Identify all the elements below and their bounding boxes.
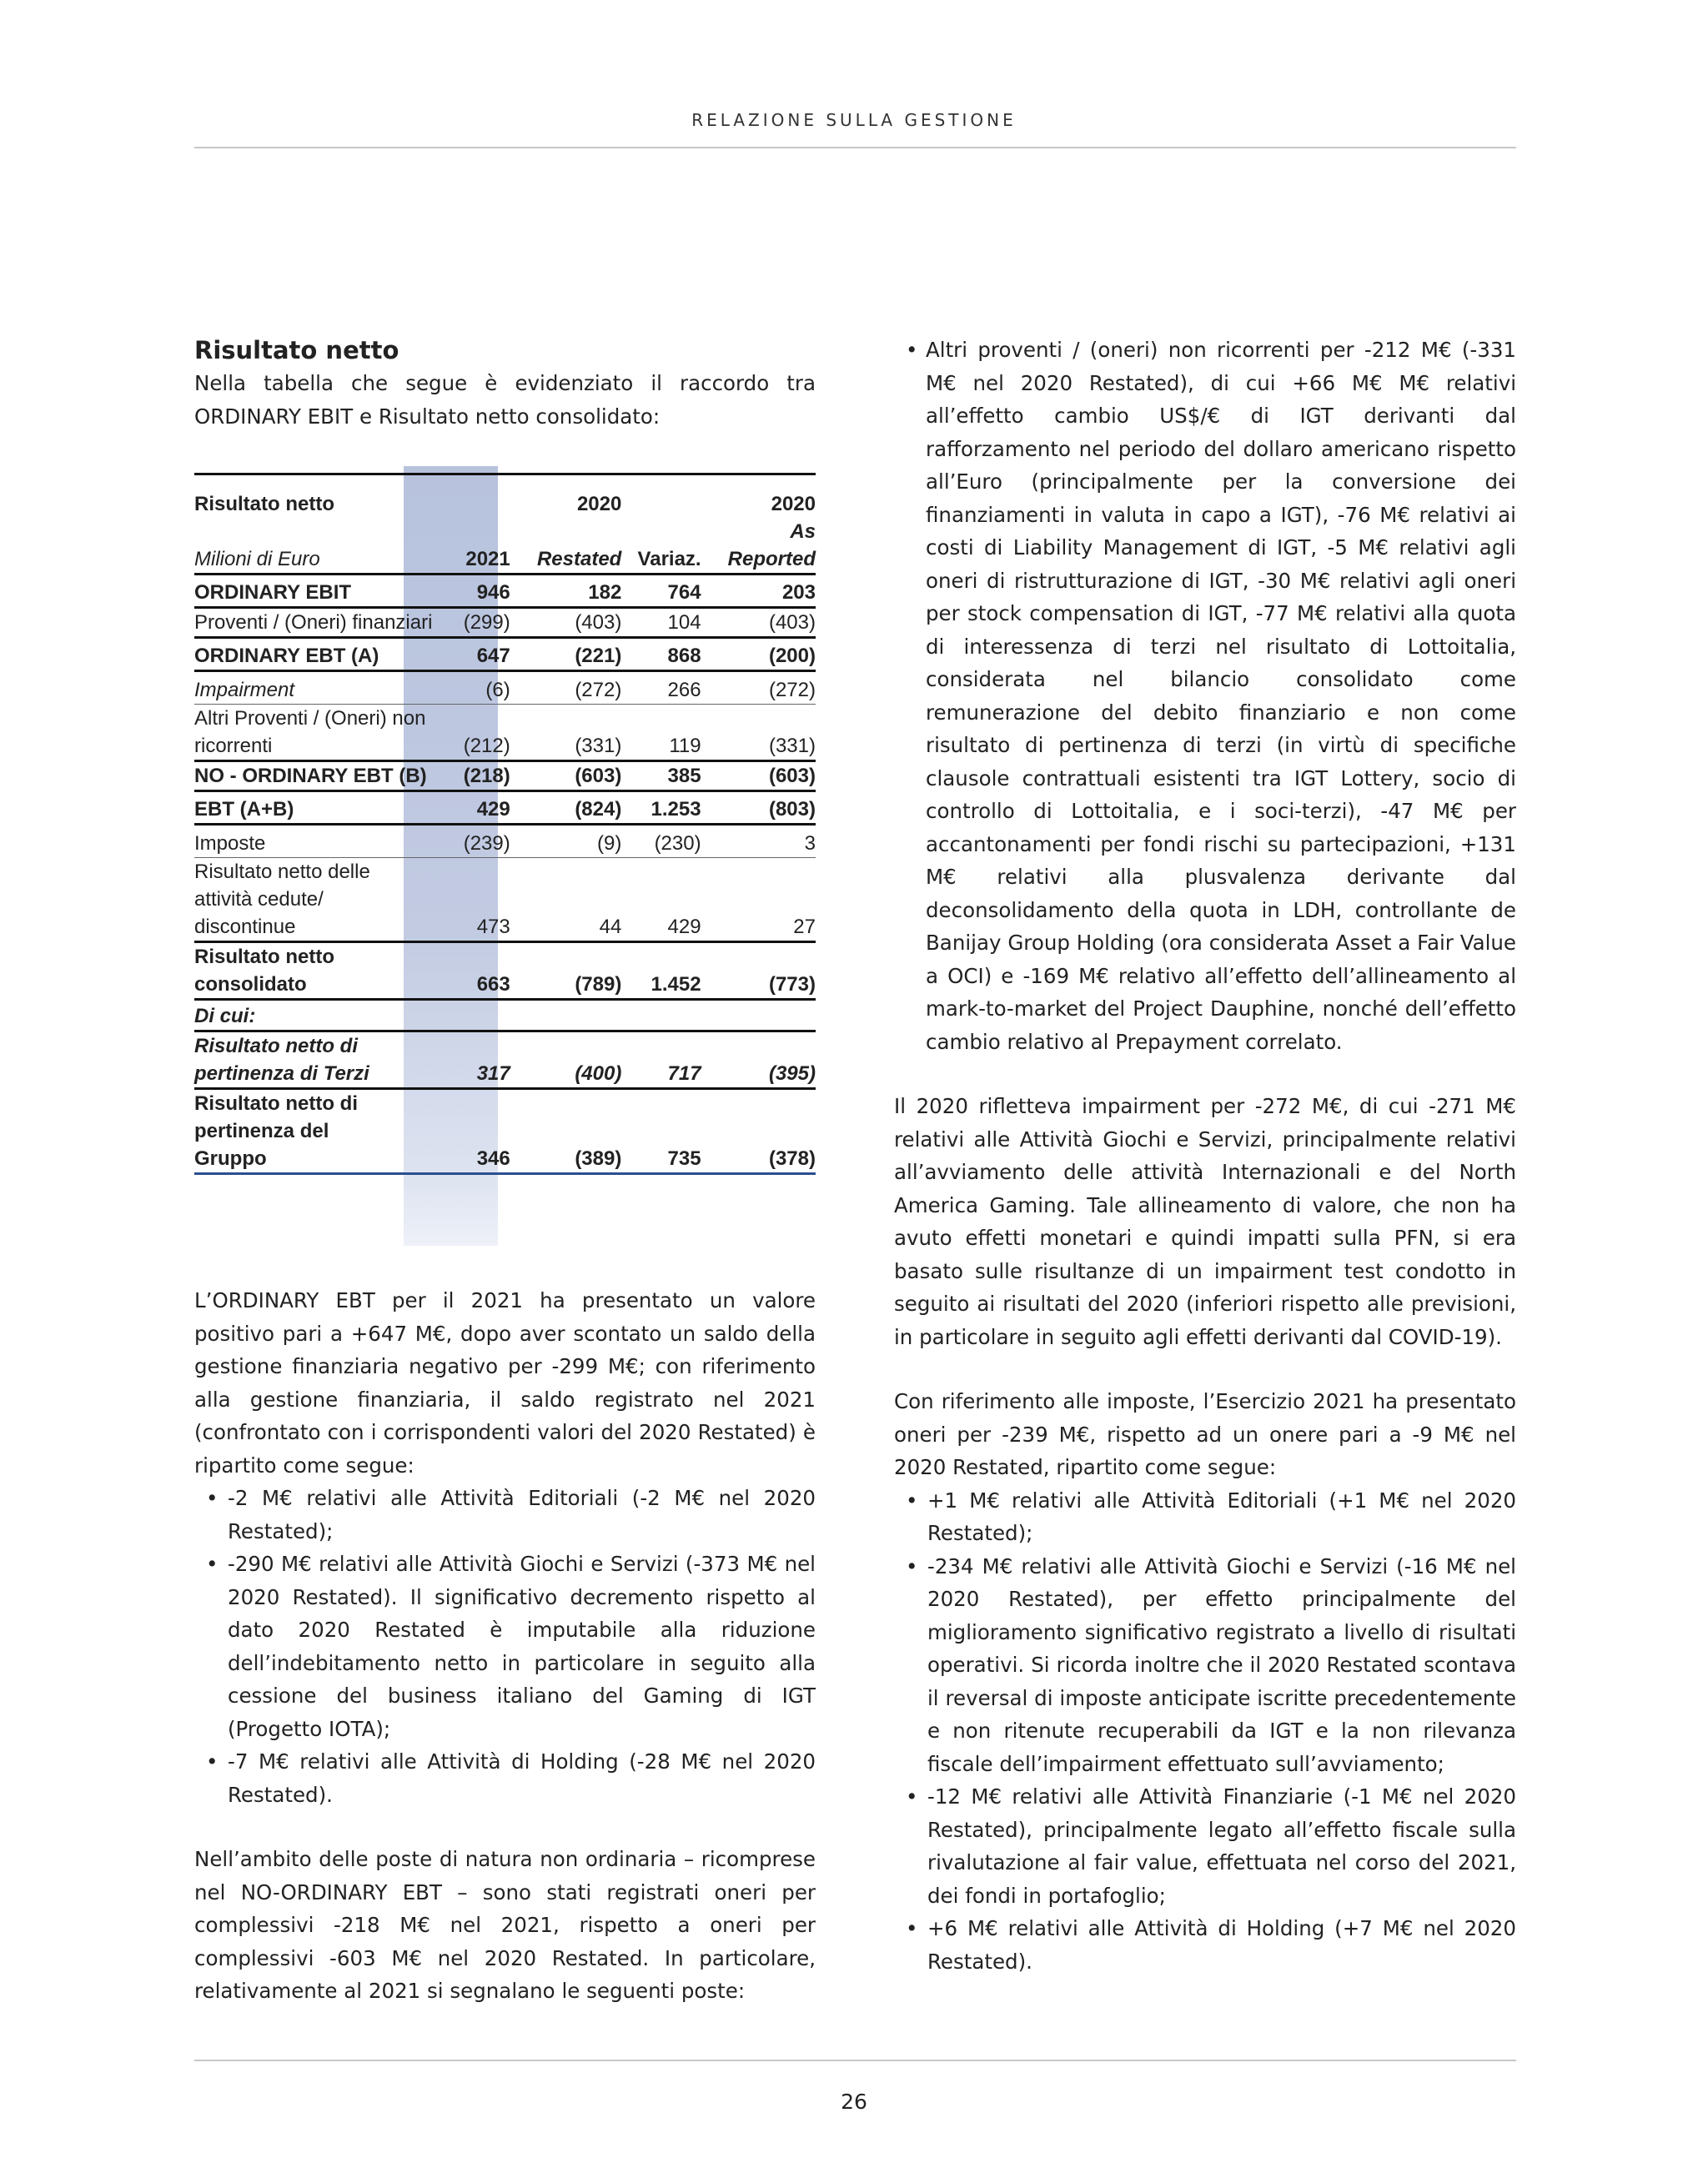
cell: (272) xyxy=(524,671,622,705)
table-row xyxy=(194,858,816,942)
table-row xyxy=(194,825,816,858)
cell: (331) xyxy=(524,705,622,761)
cell: 946 xyxy=(440,575,524,608)
cell xyxy=(701,1000,816,1031)
cell xyxy=(440,1000,524,1031)
cell: (200) xyxy=(701,638,816,671)
page-number: 26 xyxy=(841,2090,867,2114)
cell: (212) xyxy=(440,705,524,761)
cell: (221) xyxy=(524,638,622,671)
right-paragraph-2: Con riferimento alle imposte, l’Esercizio 2021 ha presentato oneri per -239 M€, rispetto ad un onere pari a -9 M€ nel 2020 Restated, ripartito come segue: xyxy=(894,1389,1516,1479)
cell xyxy=(621,1000,701,1031)
row-label: Risultato netto di pertinenza del Gruppo xyxy=(194,1089,440,1174)
cell: 44 xyxy=(524,858,622,942)
list-item: • -290 M€ relativi alle Attività Giochi e Servizi (-373 M€ nel 2020 Restated). Il significativo decremento rispetto al dato 2020 Restated è imputabile alla riduzione dell’indebitamento netto in particolare in seguito alla cessione del business italiano del Gaming di IGT (Progetto IOTA); xyxy=(194,1548,816,1745)
list-item: • Altri proventi / (oneri) non ricorrenti per -212 M€ (-331 M€ nel 2020 Restated), di cui +66 M€ M€ relativi all’effetto cambio US$/€ di IGT derivanti dal rafforzamento nel periodo del dollaro americano rispetto all’Euro (principalmente per la conversione dei finanziamenti in valuta in capo a IGT), -76 M€ relativi ai costi di Liability Management di IGT, -5 M€ relativi agli oneri di ristrutturazione di IGT, -30 M€ relativi agli oneri per stock compensation di IGT, -77 M€ relativi alla quota di interessenza di terzi nel risultato di Lottoitalia, considerata nel bilancio consolidato come remunerazione del debito finanziario e non come risultato di pertinenza di terzi (in virtù di specifiche clausole contrattuali esistenti tra IGT Lottery, socio di controllo di Lottoitalia, e i soci-terzi), -47 M€ per accantonamenti per fondi rischi su partecipazioni, +131 M€ relativi alla plusvalenza derivante dal deconsolidamento della quota in LDH, controllante de Banijay Group Holding (ora considerata Asset a Fair Value a OCI) e -169 M€ relativo all’effetto dell’allineamento al mark-to-market del Project Dauphine, nonché dell’effetto cambio relativo al Prepayment correlato. xyxy=(894,334,1516,1058)
table-row xyxy=(194,671,816,705)
cell: 1.452 xyxy=(621,942,701,1000)
list-item: • -7 M€ relativi alle Attività di Holding (-28 M€ nel 2020 Restated). xyxy=(194,1745,816,1811)
left-column xyxy=(194,334,816,2008)
col-top-3 xyxy=(621,474,701,519)
cell: 182 xyxy=(524,575,622,608)
table-header-row-2 xyxy=(194,518,816,575)
col-variaz: Variaz. xyxy=(637,548,701,570)
table-row xyxy=(194,638,816,671)
col-top-2: 2020 xyxy=(524,474,622,519)
results-table-block xyxy=(194,466,816,1246)
col-2020-restated: Restated xyxy=(536,548,622,570)
cell: 764 xyxy=(621,575,701,608)
cell: (218) xyxy=(440,761,524,791)
cell: 317 xyxy=(440,1031,524,1089)
header-rule xyxy=(194,147,1516,148)
table-row xyxy=(194,761,816,791)
cell: (389) xyxy=(524,1089,622,1174)
cell: 27 xyxy=(701,858,816,942)
col-top-1 xyxy=(440,474,524,519)
table-row xyxy=(194,791,816,825)
cell: 429 xyxy=(621,858,701,942)
table-row xyxy=(194,575,816,608)
row-label: Imposte xyxy=(194,825,440,858)
cell: (773) xyxy=(701,942,816,1000)
section-title: Risultato netto xyxy=(194,336,399,364)
table-row xyxy=(194,942,816,1000)
footer-rule xyxy=(194,2060,1516,2061)
right-bullet-list-0 xyxy=(894,334,1516,1058)
cell: (789) xyxy=(524,942,622,1000)
left-bullet-list-1 xyxy=(194,1482,816,1811)
table-title: Risultato netto xyxy=(194,474,440,519)
list-item: • -12 M€ relativi alle Attività Finanziarie (-1 M€ nel 2020 Restated), principalmente legato all’effetto fiscale sulla rivalutazione al fair value, effettuata nel corso del 2021, dei fondi in portafoglio; xyxy=(894,1780,1516,1912)
cell xyxy=(524,1000,622,1031)
cell: (239) xyxy=(440,825,524,858)
cell: 647 xyxy=(440,638,524,671)
row-label: NO - ORDINARY EBT (B) xyxy=(194,761,440,791)
row-label: Risultato netto di pertinenza di Terzi xyxy=(194,1031,440,1089)
cell: (9) xyxy=(524,825,622,858)
cell: (331) xyxy=(701,705,816,761)
cell: (272) xyxy=(701,671,816,705)
cell: (403) xyxy=(524,608,622,638)
intro-paragraph: Nella tabella che segue è evidenziato il raccordo tra ORDINARY EBIT e Risultato netto consolidato: xyxy=(194,371,816,429)
list-item: • +6 M€ relativi alle Attività di Holding (+7 M€ nel 2020 Restated). xyxy=(894,1912,1516,1978)
cell: 385 xyxy=(621,761,701,791)
row-label: Proventi / (Oneri) finanziari xyxy=(194,608,440,638)
list-item: • -2 M€ relativi alle Attività Editoriali (-2 M€ nel 2020 Restated); xyxy=(194,1482,816,1548)
right-bullet-list-1 xyxy=(894,1484,1516,1979)
table-header-row-1 xyxy=(194,474,816,519)
left-paragraph-1: L’ORDINARY EBT per il 2021 ha presentato un valore positivo pari a +647 M€, dopo aver scontato un saldo della gestione finanziaria negativo per -299 M€; con riferimento alla gestione finanziaria, il saldo registrato nel 2021 (confrontato con i corrispondenti valori del 2020 Restated) è ripartito come segue: xyxy=(194,1288,816,1478)
col-top-4: 2020 xyxy=(701,474,816,519)
table-row xyxy=(194,1000,816,1031)
cell: (230) xyxy=(621,825,701,858)
table-unit: Milioni di Euro xyxy=(194,548,320,570)
cell: 429 xyxy=(440,791,524,825)
cell: 104 xyxy=(621,608,701,638)
cell: (400) xyxy=(524,1031,622,1089)
results-table xyxy=(194,473,816,1175)
cell: (824) xyxy=(524,791,622,825)
cell: 735 xyxy=(621,1089,701,1174)
row-label: Risultato netto delle attività cedute/ discontinue xyxy=(194,858,440,942)
list-item: • +1 M€ relativi alle Attività Editoriali (+1 M€ nel 2020 Restated); xyxy=(894,1484,1516,1550)
cell: (803) xyxy=(701,791,816,825)
row-label: ORDINARY EBT (A) xyxy=(194,638,440,671)
row-label: Altri Proventi / (Oneri) non ricorrenti xyxy=(194,705,440,761)
cell: (403) xyxy=(701,608,816,638)
row-label: Risultato netto consolidato xyxy=(194,942,440,1000)
cell: 266 xyxy=(621,671,701,705)
row-label: ORDINARY EBIT xyxy=(194,575,440,608)
cell: 3 xyxy=(701,825,816,858)
cell: (378) xyxy=(701,1089,816,1174)
cell: (6) xyxy=(440,671,524,705)
row-label: Impairment xyxy=(194,671,440,705)
list-item: • -234 M€ relativi alle Attività Giochi e Servizi (-16 M€ nel 2020 Restated), per effetto principalmente del miglioramento significativo registrato a livello di risultati operativi. Si ricorda inoltre che il 2020 Restated scontava il reversal di imposte anticipate iscritte precedentemente e non ritenute recuperabili da IGT e la non rilevanza fiscale dell’impairment effettuato sull’avviamento; xyxy=(894,1550,1516,1781)
running-header: RELAZIONE SULLA GESTIONE xyxy=(691,110,1017,130)
cell: 203 xyxy=(701,575,816,608)
table-row xyxy=(194,705,816,761)
col-2021: 2021 xyxy=(465,548,510,570)
cell: (299) xyxy=(440,608,524,638)
cell: 346 xyxy=(440,1089,524,1174)
table-row xyxy=(194,1089,816,1174)
cell: (603) xyxy=(701,761,816,791)
cell: 1.253 xyxy=(621,791,701,825)
cell: 717 xyxy=(621,1031,701,1089)
cell: 868 xyxy=(621,638,701,671)
table-row xyxy=(194,1031,816,1089)
cell: (603) xyxy=(524,761,622,791)
left-paragraph-2: Nell’ambito delle poste di natura non ordinaria – ricomprese nel NO-ORDINARY EBT – sono stati registrati oneri per complessivi -218 M€ nel 2021, rispetto a oneri per complessivi -603 M€ nel 2020 Restated. In particolare, relativamente al 2021 si segnalano le seguenti poste: xyxy=(194,1847,816,2003)
right-paragraph-1: Il 2020 rifletteva impairment per -272 M€, di cui -271 M€ relativi alle Attività Giochi e Servizi, principalmente relativi all’avviamento delle attività Internazionali e del North America Gaming. Tale allineamento di valore, che non ha avuto effetti monetari e quindi impatti sulla PFN, si era basato sulle risultanze di un impairment test condotto in seguito ai risultati del 2020 (inferiori rispetto alle previsioni, in particolare in seguito agli effetti derivanti dal COVID-19). xyxy=(894,1094,1516,1349)
cell: 473 xyxy=(440,858,524,942)
cell: 119 xyxy=(621,705,701,761)
cell: (395) xyxy=(701,1031,816,1089)
cell: 663 xyxy=(440,942,524,1000)
table-row xyxy=(194,608,816,638)
row-label: EBT (A+B) xyxy=(194,791,440,825)
right-column xyxy=(894,334,1516,1978)
row-label: Di cui: xyxy=(194,1000,440,1031)
col-2020-as-reported: As Reported xyxy=(727,520,816,570)
